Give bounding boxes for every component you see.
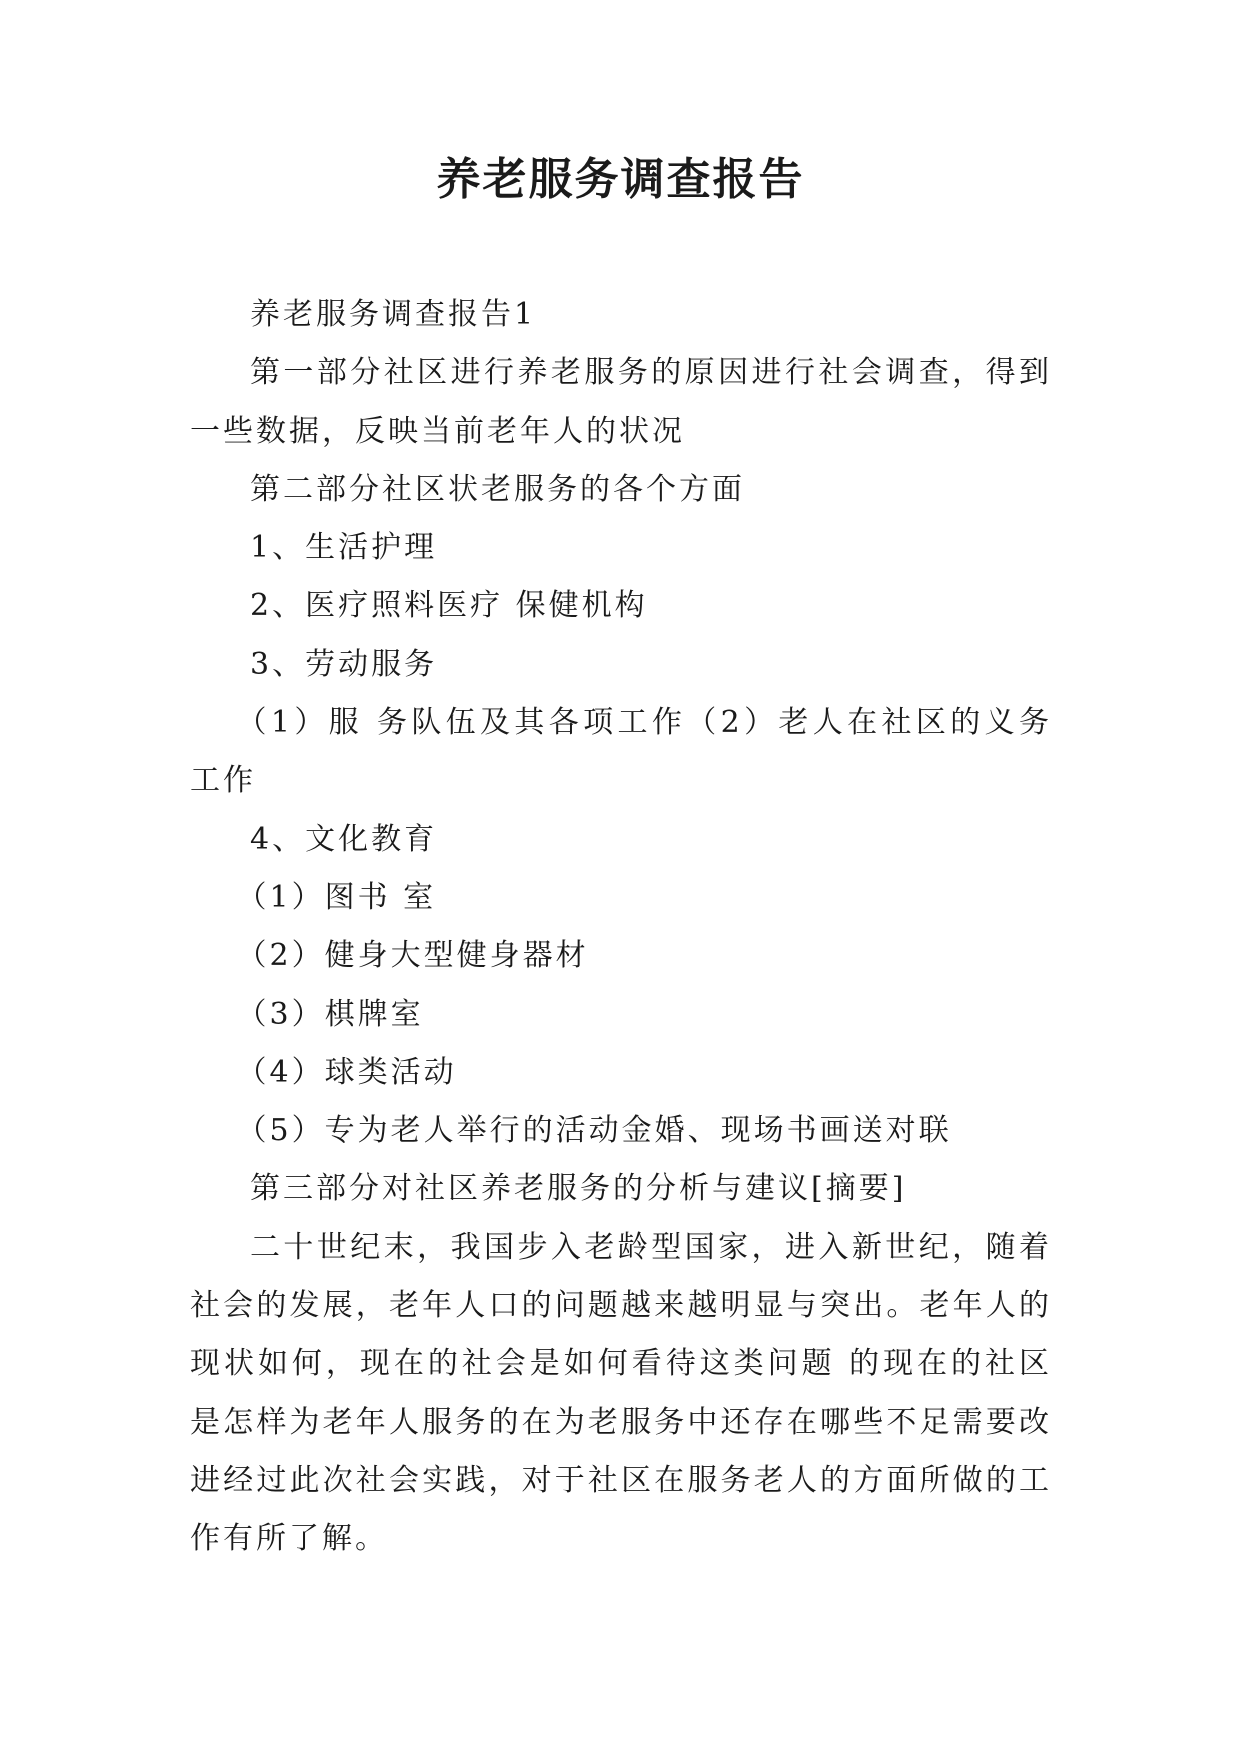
sub-list-item: （3）棋牌室 [236,996,424,1032]
list-item: 2、医疗照料医疗 保健机构 [250,588,648,624]
list-item: 3、劳动服务 [250,646,438,682]
part-two-heading: 第二部分社区状老服务的各个方面 [250,471,745,507]
sub-list-item: （4）球类活动 [236,1054,457,1090]
summary-paragraph: 二十世纪末，我国步入老龄型国家，进入新世纪，随着社会的发展，老年人口的问题越来越明显与突出。老年人的现状如何，现在的社会是如何看待这类问题 的现在的社区是怎样为老年人服务的在为老服务中还存在哪些不足需要改进经过此次社会实践，对于社区在服务老人的方面所做的工作有所了解。 [190,1229,1052,1557]
report-subtitle: 养老服务调查报告1 [250,297,537,332]
sub-list-item: （5）专为老人举行的活动金婚、现场书画送对联 [236,1113,952,1149]
document-title: 养老服务调查报告 [436,154,805,205]
document-body [190,286,1052,1569]
part-three-heading: 第三部分对社区养老服务的分析与建议[摘要] [250,1171,907,1207]
list-item: 4、文化教育 [250,821,438,857]
list-item: 1、生活护理 [250,530,438,566]
sub-list-item: （1）图书 室 [236,879,437,915]
sub-list-item: （2）健身大型健身器材 [236,938,589,974]
part-one-paragraph: 第一部分社区进行养老服务的原因进行社会调查，得到一些数据，反映当前老年人的状况 [190,355,1052,449]
sub-list-item: （1）服 务队伍及其各项工作（2）老人在社区的义务工作 [190,705,1052,799]
